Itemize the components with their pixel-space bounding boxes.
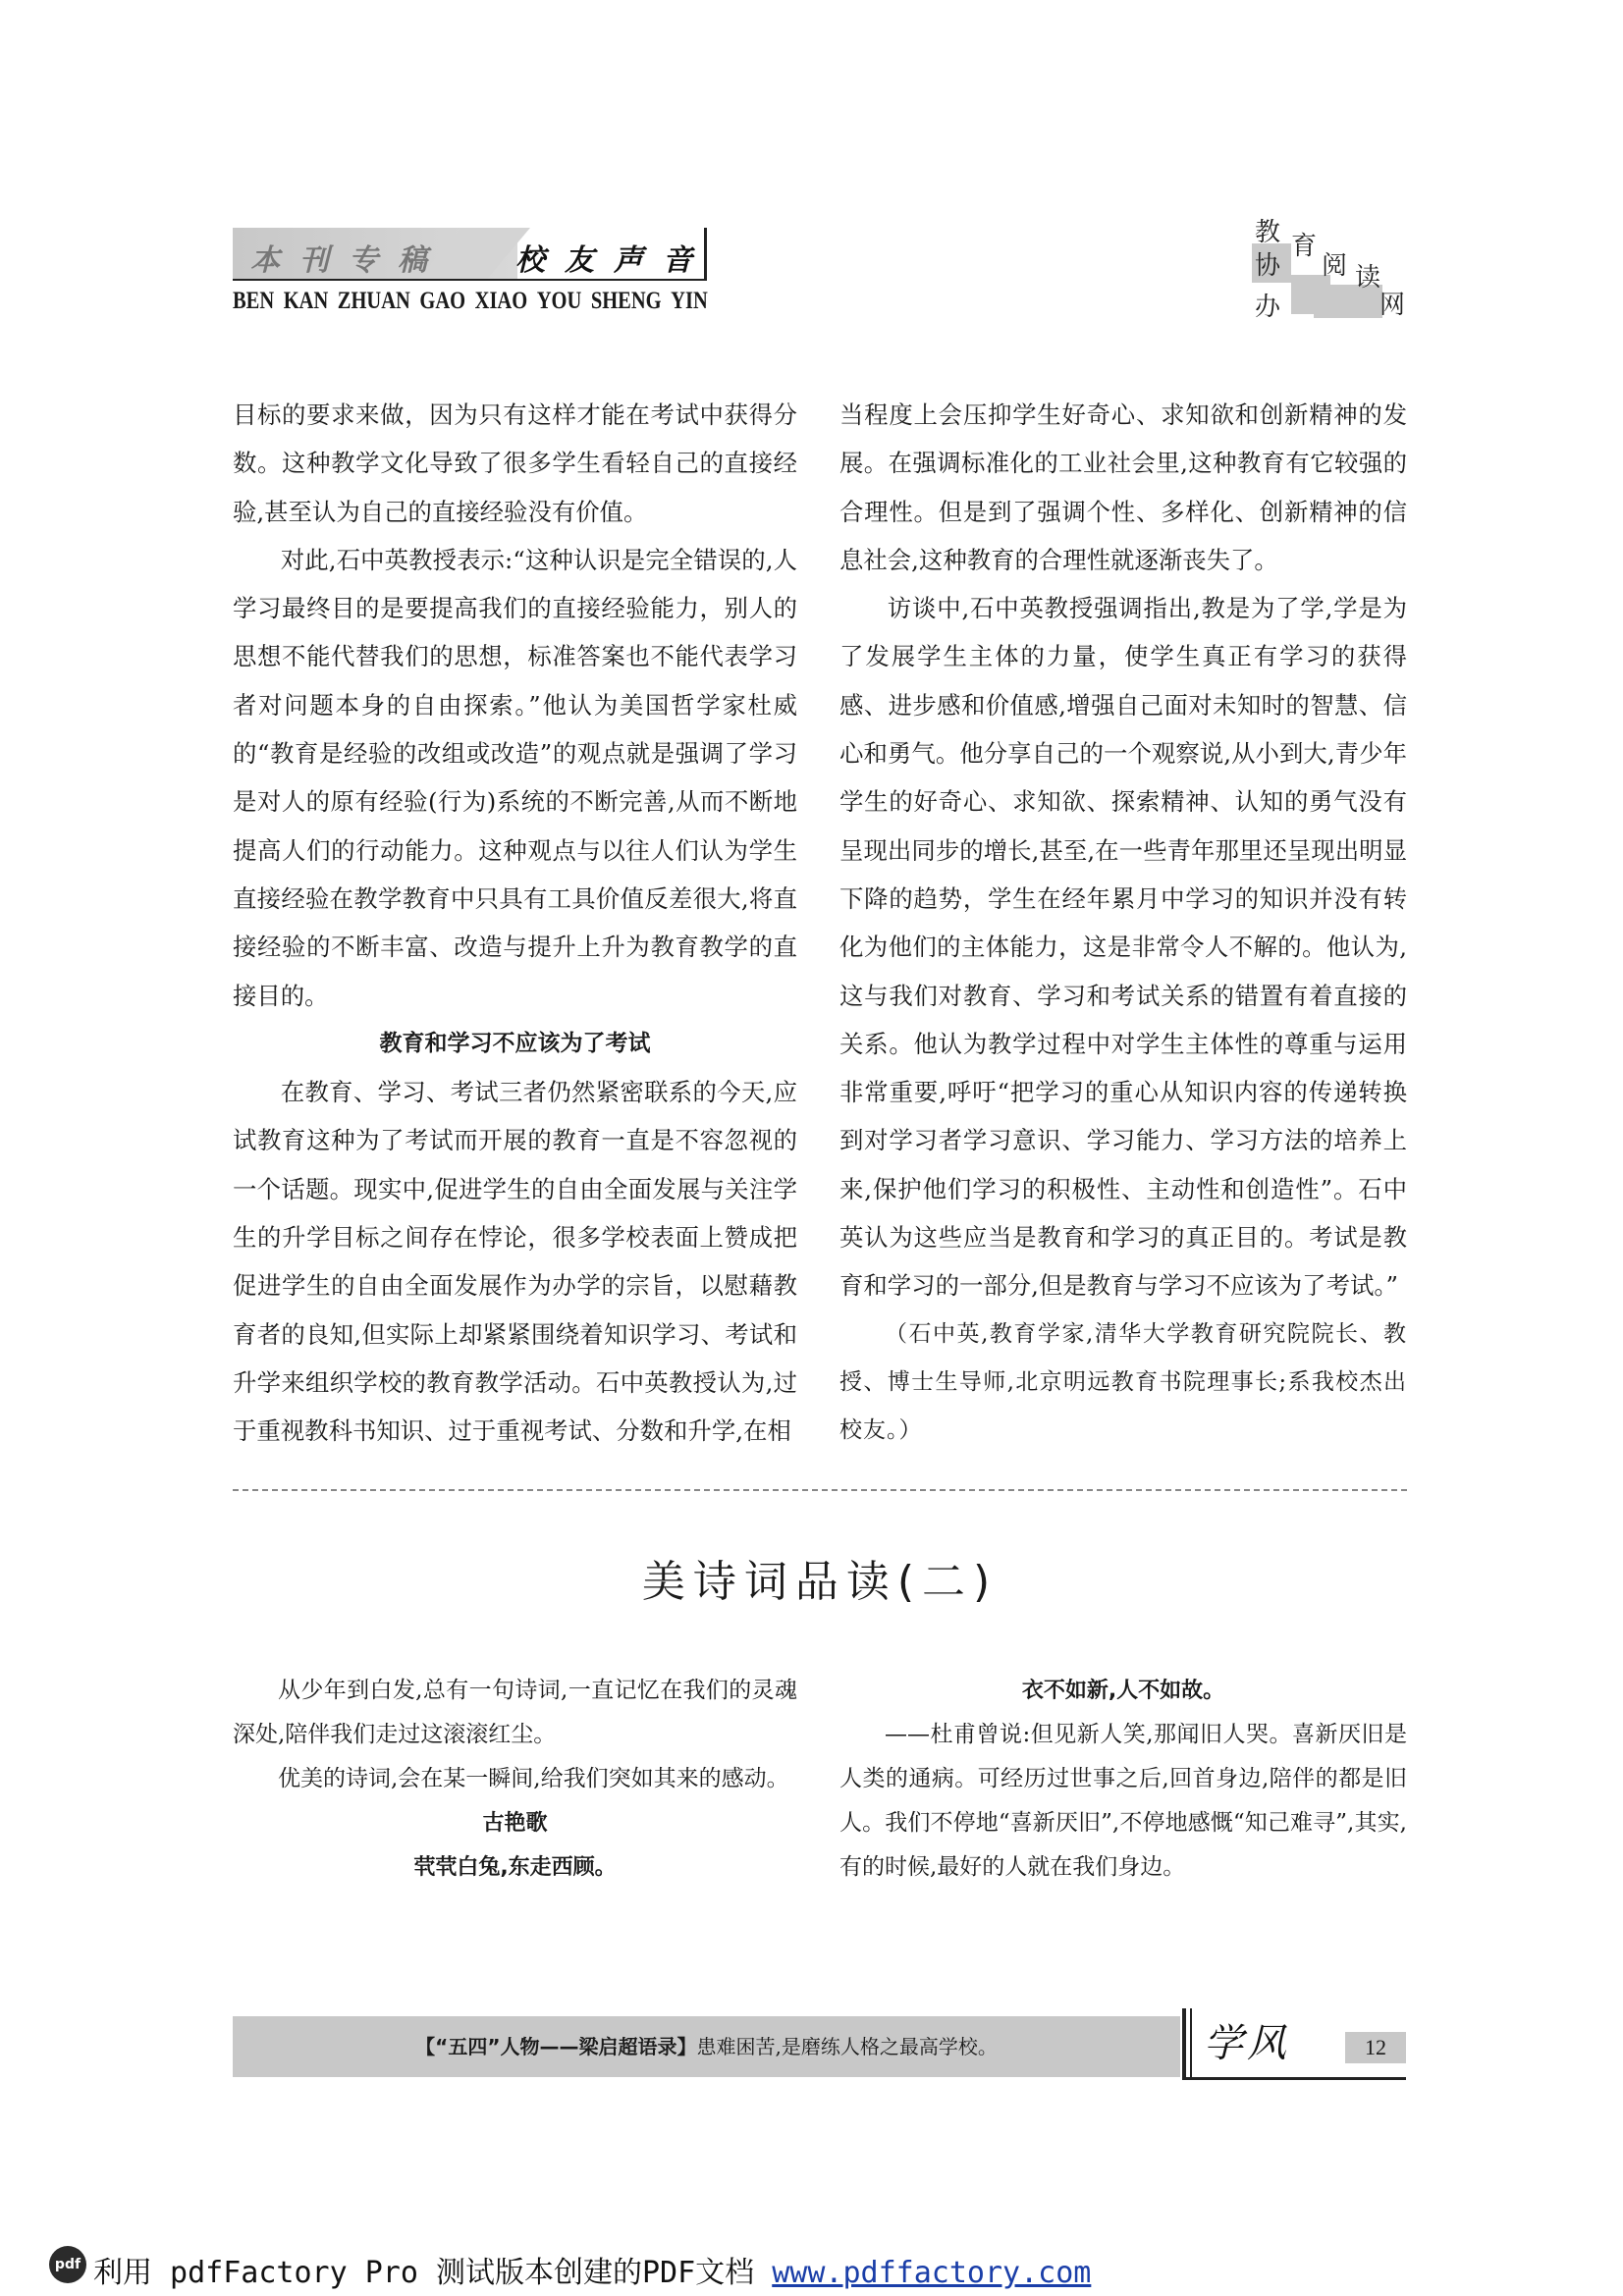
footer-quote xyxy=(233,2016,1180,2077)
paragraph: 当程度上会压抑学生好奇心、求知欲和创新精神的发展。在强调标准化的工业社会里,这种教育有它较强的合理性。但是到了强调个性、多样化、创新精神的信息社会,这种教育的合理性就逐渐丧失了。 xyxy=(839,400,1407,574)
footer-rule xyxy=(1190,2008,1192,2077)
paragraph: 目标的要求来做，因为只有这样才能在考试中获得分数。这种教学文化导致了很多学生看轻自己的直接经验,甚至认为自己的直接经验没有价值。 xyxy=(233,400,797,526)
logo-char: 协 xyxy=(1255,251,1281,281)
magazine-brand: 学风 xyxy=(1204,2021,1290,2066)
paragraph: 优美的诗词,会在某一瞬间,给我们突如其来的感动。 xyxy=(278,1766,789,1791)
paragraph: 从少年到白发,总有一句诗词,一直记忆在我们的灵魂深处,陪伴我们走过这滚滚红尘。 xyxy=(233,1678,797,1747)
pinyin-word: BEN xyxy=(233,288,275,314)
pinyin-word: YIN xyxy=(671,288,708,314)
pinyin-word: SHENG xyxy=(590,288,662,314)
quote-text: 患难困苦,是磨练人格之最高学校。 xyxy=(696,2035,998,2058)
pdf-banner xyxy=(93,2248,1091,2291)
pinyin-word: XIAO xyxy=(474,288,528,314)
logo-char: 育 xyxy=(1291,232,1318,261)
subheading: 教育和学习不应该为了考试 xyxy=(379,1030,651,1056)
article-right-column xyxy=(839,391,1407,1456)
poem-left-column xyxy=(233,1669,797,1890)
logo-char: 办 xyxy=(1255,293,1281,322)
poem-title: 古艳歌 xyxy=(482,1811,548,1836)
page-number: 12 xyxy=(1345,2032,1406,2063)
poem-right-column xyxy=(839,1669,1407,1890)
pdffactory-icon: pdf xyxy=(49,2246,86,2283)
poem-heading: 衣不如新,人不如故。 xyxy=(1021,1679,1225,1703)
logo-char: 教 xyxy=(1255,218,1281,247)
banner-text: 利用 pdfFactory Pro 测试版本创建的PDF文档 xyxy=(93,2256,773,2290)
paragraph: 在教育、学习、考试三者仍然紧密联系的今天,应试教育这种为了考试而开展的教育一直是不容忽视的一个话题。现实中,促进学生的自由全面发展与关注学生的升学目标之间存在悖论，很多学校表面上赞成把促进学生的自由全面发展作为办学的宗旨，以慰藉教育者的良知,但实际上却紧紧围绕着知识学习、考试和升学来组织学校的教育教学活动。石中英教授认为,过于重视教科书知识、过于重视考试、分数和升学,在相 xyxy=(233,1078,797,1446)
logo-char: 网 xyxy=(1380,291,1406,320)
header-pinyin xyxy=(233,288,708,315)
footer-rule xyxy=(1182,2077,1406,2080)
poem-line: 茕茕白兔,东走西顾。 xyxy=(413,1855,617,1880)
pinyin-word: GAO xyxy=(419,288,466,314)
paragraph: 访谈中,石中英教授强调指出,教是为了学,学是为了发展学生主体的力量，使学生真正有学习的获得感、进步感和价值感,增强自己面对未知时的智慧、信心和勇气。他分享自己的一个观察说,从小到大,青少年学生的好奇心、求知欲、探索精神、认知的勇气没有呈现出同步的增长,甚至,在一些青年那里还呈现出明显下降的趋势，学生在经年累月中学习的知识并没有转化为他们的主体能力，这是非常令人不解的。他认为,这与我们对教育、学习和考试关系的错置有着直接的关系。他认为教学过程中对学生主体性的尊重与运用非常重要,呼吁“把学习的重心从知识内容的传递转换到对学习者学习意识、学习能力、学习方法的培养上来,保护他们学习的积极性、主动性和创造性”。石中英认为这些应当是教育和学习的真正目的。考试是教育和学习的一部分,但是教育与学习不应该为了考试。” xyxy=(839,594,1407,1301)
pinyin-word: YOU xyxy=(536,288,582,314)
logo-char: 阅 xyxy=(1322,251,1348,281)
section-divider xyxy=(233,1489,1407,1491)
column-label: 本刊专稿 xyxy=(250,243,447,278)
paragraph: ——杜甫曾说:但见新人笑,那闻旧人哭。喜新厌旧是人类的通病。可经历过世事之后,回首身边,陪伴的都是旧人。我们不停地“喜新厌旧”,不停地感慨“知己难寻”,其实,有的时候,最好的人就在我们身边。 xyxy=(839,1722,1407,1880)
pdffactory-link[interactable]: www.pdffactory.com xyxy=(772,2256,1092,2290)
quote-label: 【“五四”人物——梁启超语录】 xyxy=(415,2035,697,2058)
footer-rule xyxy=(1182,2008,1186,2077)
header-underline xyxy=(233,279,706,281)
paragraph: 对此,石中英教授表示:“这种认识是完全错误的,人学习最终目的是要提高我们的直接经验能力，别人的思想不能代替我们的思想，标准答案也不能代表学习者对问题本身的自由探索。”他认为美国哲学家杜威的“教育是经验的改组或改造”的观点就是强调了学习是对人的原有经验(行为)系统的不断完善,从而不断地提高人们的行动能力。这种观点与以往人们认为学生直接经验在教学教育中只具有工具价值反差很大,将直接经验的不断丰富、改造与提升上升为教育教学的直接目的。 xyxy=(233,545,797,1010)
poem-section-title: 美诗词品读(二) xyxy=(641,1557,999,1607)
author-note: （石中英,教育学家,清华大学教育研究院院长、教授、博士生导师,北京明远教育书院理事长;系我校杰出校友。） xyxy=(839,1320,1407,1444)
pinyin-word: KAN xyxy=(283,288,329,314)
article-left-column xyxy=(233,391,797,1456)
pinyin-word: ZHUAN xyxy=(337,288,410,314)
logo-char: 读 xyxy=(1355,263,1381,293)
section-label: 校友声音 xyxy=(515,243,712,278)
